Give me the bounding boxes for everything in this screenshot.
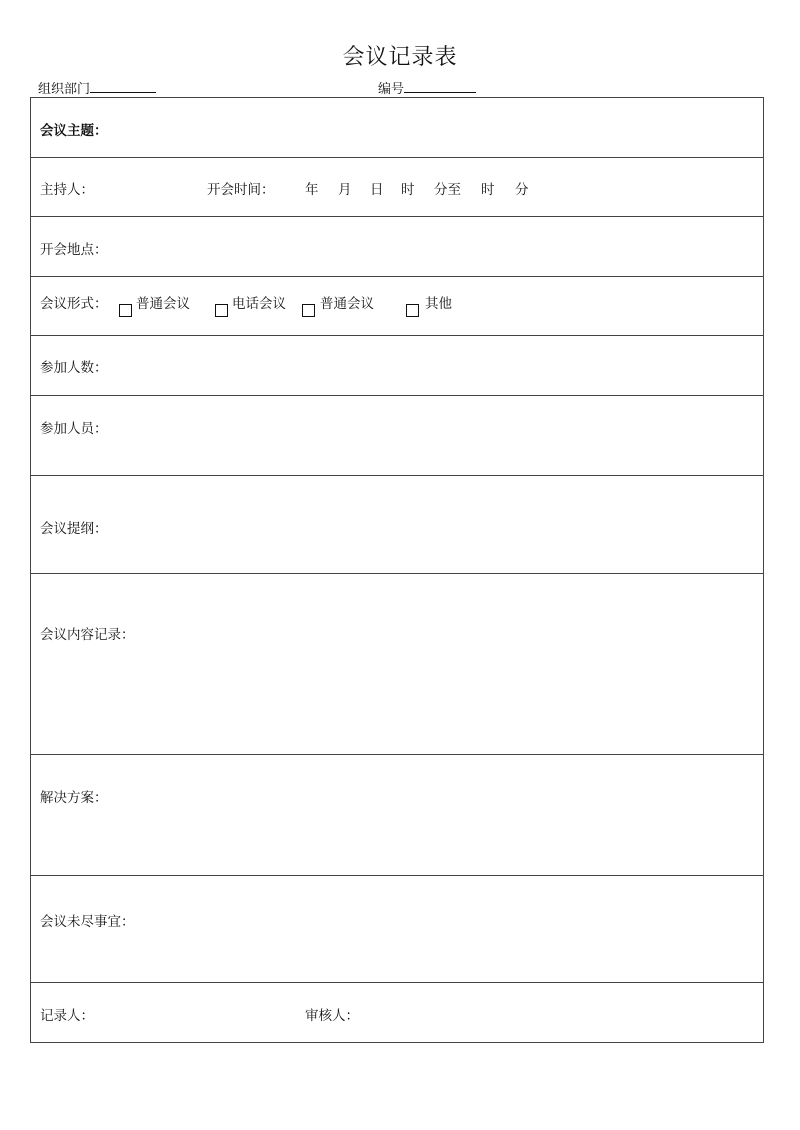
row-pending[interactable] — [31, 876, 763, 983]
row-format — [31, 277, 763, 336]
row-outline[interactable] — [31, 476, 763, 574]
row-host-time[interactable] — [31, 158, 763, 217]
department-field — [38, 78, 156, 97]
attendees-label: 参加人员： — [40, 421, 108, 437]
time-unit-year: 年 — [305, 182, 319, 198]
checkbox-option-1[interactable] — [119, 304, 132, 317]
location-label: 开会地点： — [40, 242, 108, 258]
count-label: 参加人数： — [40, 360, 108, 376]
time-unit-minute-end: 分 — [515, 182, 529, 198]
page-title: 会议记录表 — [342, 45, 458, 70]
format-label: 会议形式： — [40, 296, 108, 312]
time-label: 开会时间： — [207, 182, 275, 198]
time-unit-day: 日 — [370, 182, 384, 198]
row-solution[interactable] — [31, 755, 763, 876]
department-label: 组织部门 — [38, 82, 91, 97]
host-label: 主持人： — [40, 182, 94, 198]
format-option-1: 普通会议 — [136, 296, 190, 312]
number-blank[interactable] — [404, 80, 476, 93]
pending-label: 会议未尽事宜： — [40, 914, 135, 930]
number-field — [378, 78, 476, 97]
meeting-record-table — [30, 97, 764, 1043]
format-option-2: 电话会议 — [232, 296, 286, 312]
content-label: 会议内容记录： — [40, 627, 135, 643]
solution-label: 解决方案： — [40, 790, 108, 806]
department-blank[interactable] — [90, 80, 156, 93]
checkbox-option-2[interactable] — [215, 304, 228, 317]
format-option-3: 普通会议 — [320, 296, 374, 312]
reviewer-label: 审核人： — [305, 1008, 359, 1024]
row-topic[interactable] — [31, 98, 763, 158]
time-unit-minute-to: 分至 — [434, 182, 461, 198]
outline-label: 会议提纲： — [40, 521, 108, 537]
time-unit-hour: 时 — [401, 182, 415, 198]
recorder-label: 记录人： — [40, 1008, 94, 1024]
time-unit-month: 月 — [338, 182, 352, 198]
number-label: 编号 — [378, 82, 405, 97]
row-location[interactable] — [31, 217, 763, 277]
row-content[interactable] — [31, 574, 763, 755]
row-attendees[interactable] — [31, 396, 763, 476]
topic-label: 会议主题： — [40, 123, 108, 139]
checkbox-option-4[interactable] — [406, 304, 419, 317]
row-attendee-count[interactable] — [31, 336, 763, 396]
row-signatures[interactable] — [31, 983, 763, 1042]
time-unit-hour-end: 时 — [481, 182, 495, 198]
checkbox-option-3[interactable] — [302, 304, 315, 317]
format-option-4: 其他 — [425, 296, 452, 312]
